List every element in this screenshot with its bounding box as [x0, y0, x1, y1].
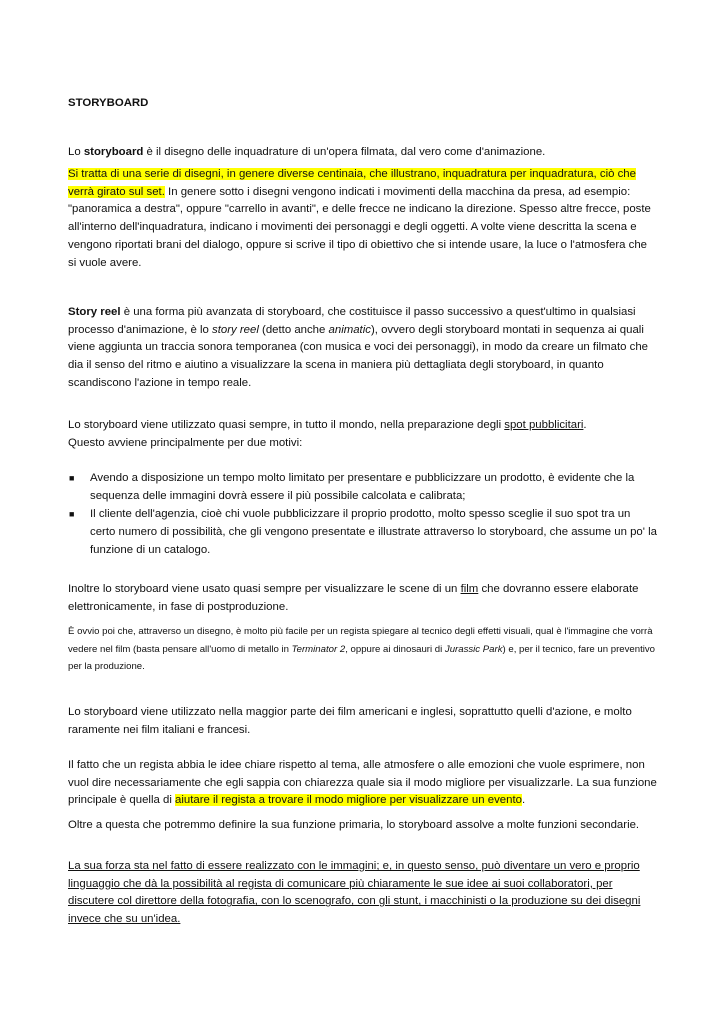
square-bullet-icon: ■	[69, 509, 75, 520]
story-reel-paragraph: Story reel è una forma più avanzata di storyboard, che costituisce il passo successivo a quest'ultimo in qualsiasi processo d'animazione, è lo story reel (detto anche animatic), ovvero degli storyboard montati in sequenza ai quali viene aggiunta un traccia sonora temporanea (con musica e voci dei personaggi), in modo da creare un filmato che dia il senso del ritmo e aiutino a visualizzare la scena in maniera più dettagliata degli storyboard, in quanto scandiscono l'azione in tempo reale.	[68, 306, 648, 389]
highlighted-text: Si tratta di una serie di disegni, in genere diverse centinaia, che illustrano, inquadratura per inquadratura, ciò che verrà girato sul set.	[68, 168, 636, 198]
highlighted-text: aiutare il regista a trovare il modo migliore per visualizzare un evento	[175, 794, 522, 807]
document-title: STORYBOARD	[68, 97, 149, 109]
strength-paragraph: La sua forza sta nel fatto di essere realizzato con le immagini; e, in questo senso, può diventare un vero e proprio linguaggio che dà la possibilità al regista di comunicare più chiaramente le sue idee ai suoi collaboratori, per discutere col direttore della fotografia, con lo scenografo, con gli stunt, i macchinisti o la produzione su dei disegni invece che su un'idea.	[68, 860, 641, 926]
series-paragraph: Si tratta di una serie di disegni, in genere diverse centinaia, che illustrano, inquadratura per inquadratura, ciò che verrà girato sul set. In genere sotto i disegni vengono indicati i movimenti della macchina da presa, ad esempio: "panoramica a destra", oppure "carrello in avanti", e delle frecce ne indicano la direzione. Spesso altre frecce, poste all'interno dell'inquadratura, indicano i movimenti dei personaggi e degli oggetti. A volte viene descritta la scena e vengono riportati brani del dialogo, oppure si scrive il tipo di obiettivo che si intende usare, la luce o l'atmosfera che si vuole avere.	[68, 168, 651, 269]
reasons-list	[68, 470, 658, 561]
square-bullet-icon: ■	[69, 473, 75, 483]
director-paragraph: Il fatto che un regista abbia le idee chiare rispetto al tema, alle atmosfere o alle emozioni che vuole esprimere, non vuol dire necessariamente che egli sappia con chiarezza quale sia il modo migliore per visualizzarle. La sua funzione principale è quella di aiutare il regista a trovare il modo migliore per visualizzare un evento.	[68, 759, 657, 807]
advertising-paragraph: Lo storyboard viene utilizzato quasi sempre, in tutto il mondo, nella preparazione degli spot pubblicitari. Questo avviene principalmente per due motivi:	[68, 419, 587, 449]
film-link[interactable]: film	[460, 583, 479, 595]
intro-paragraph: Lo storyboard è il disegno delle inquadrature di un'opera filmata, dal vero come d'animazione.	[68, 146, 546, 158]
secondary-functions-paragraph: Oltre a questa che potremmo definire la sua funzione primaria, lo storyboard assolve a molte funzioni secondarie.	[68, 819, 640, 831]
usage-paragraph: Lo storyboard viene utilizzato nella maggior parte dei film americani e inglesi, soprattutto quelli d'azione, e molto raramente nei film italiani e francesi.	[68, 706, 632, 736]
list-item: ■ Il cliente dell'agenzia, cioè chi vuole pubblicizzare il proprio prodotto, molto spesso sceglie il suo spot tra un certo numero di possibilità, che gli vengono presentate e illustrate attraverso lo storyboard, che assume un po' la funzione di un catalogo.	[69, 508, 657, 556]
vfx-paragraph: È ovvio poi che, attraverso un disegno, è molto più facile per un regista spiegare al tecnico degli effetti visuali, qual è l'immagine che vorrà vedere nel film (basta pensare all'uomo di metallo in Terminator 2, oppure ai dinosauri di Jurassic Park) e, per il tecnico, fare un preventivo per la produzione.	[68, 626, 656, 673]
list-item: ■ Avendo a disposizione un tempo molto limitato per presentare e pubblicizzare un prodotto, è evidente che la sequenza delle immagini dovrà essere il più possibile calcolata e calibrata;	[69, 472, 635, 502]
spot-pubblicitari-link[interactable]: spot pubblicitari	[504, 419, 584, 431]
postproduction-paragraph: Inoltre lo storyboard viene usato quasi sempre per visualizzare le scene di un film che dovranno essere elaborate elettronicamente, in fase di postproduzione.	[68, 583, 639, 613]
